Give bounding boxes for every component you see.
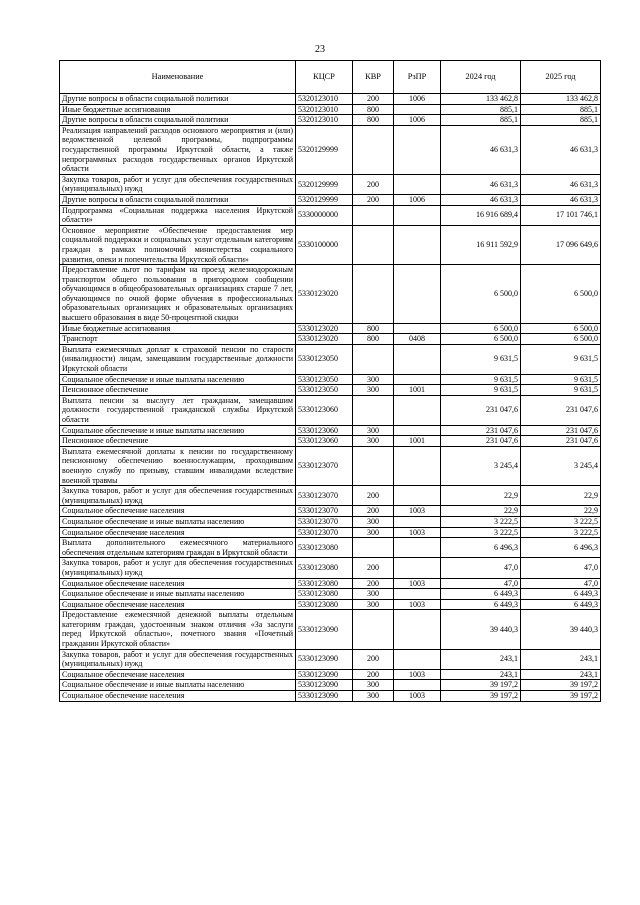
- table-header: [60, 61, 601, 94]
- cell-kvr: 300: [353, 374, 394, 385]
- table-row: [60, 589, 601, 600]
- cell-kvr: 300: [353, 425, 394, 436]
- cell-2025: 9 631,5: [521, 374, 601, 385]
- cell-kvr: 800: [353, 334, 394, 345]
- cell-rzpr: [394, 516, 441, 527]
- cell-2025: 231 047,6: [521, 395, 601, 425]
- cell-kvr: 200: [353, 486, 394, 506]
- cell-2025: 46 631,3: [521, 125, 601, 174]
- cell-kcsr: 5330123060: [296, 425, 353, 436]
- cell-2024: 3 222,5: [441, 527, 521, 538]
- cell-name: Иные бюджетные ассигнования: [60, 323, 296, 334]
- cell-rzpr: [394, 395, 441, 425]
- cell-name: Предоставление ежемесячной денежной выплаты отдельным категориям граждан, удостоенным знаком отличия «За заслуги перед Иркутской областью», почетного звания «Почетный гражданин Иркутской области»: [60, 610, 296, 649]
- cell-kcsr: 5330123050: [296, 374, 353, 385]
- table-row: [60, 194, 601, 205]
- cell-2025: 47,0: [521, 578, 601, 589]
- table-row: [60, 374, 601, 385]
- cell-name: Социальное обеспечение населения: [60, 578, 296, 589]
- cell-rzpr: [394, 104, 441, 115]
- cell-2025: 17 096 649,6: [521, 225, 601, 264]
- cell-kcsr: 5330123060: [296, 436, 353, 447]
- cell-kcsr: 5320123010: [296, 115, 353, 126]
- cell-kcsr: 5330123020: [296, 323, 353, 334]
- cell-kcsr: 5330123070: [296, 506, 353, 517]
- cell-name: Закупка товаров, работ и услуг для обеспечения государственных (муниципальных) нужд: [60, 174, 296, 194]
- cell-rzpr: [394, 610, 441, 649]
- cell-name: Выплата ежемесячных доплат к страховой пенсии по старости (инвалидности) лицам, замещавшим государственные должности Иркутской области: [60, 344, 296, 374]
- table-row: [60, 344, 601, 374]
- cell-rzpr: [394, 125, 441, 174]
- cell-2024: 6 449,3: [441, 599, 521, 610]
- cell-kvr: 300: [353, 599, 394, 610]
- cell-rzpr: 1006: [394, 94, 441, 105]
- cell-name: Основное мероприятие «Обеспечение предоставления мер социальной поддержки и социальных услуг отдельным категориям граждан в рамках полномочий министерства социального развития, опеки и попечительства Иркутской области»: [60, 225, 296, 264]
- cell-name: Транспорт: [60, 334, 296, 345]
- cell-kcsr: 5320123010: [296, 94, 353, 105]
- cell-kvr: 300: [353, 516, 394, 527]
- cell-kcsr: 5330123070: [296, 516, 353, 527]
- cell-kcsr: 5330123090: [296, 610, 353, 649]
- cell-2025: 6 496,3: [521, 538, 601, 558]
- cell-2025: 47,0: [521, 558, 601, 578]
- cell-2025: 3 222,5: [521, 516, 601, 527]
- cell-kvr: 200: [353, 194, 394, 205]
- table-row: [60, 506, 601, 517]
- table-row: [60, 205, 601, 225]
- cell-kcsr: 5330123080: [296, 589, 353, 600]
- cell-2025: 885,1: [521, 115, 601, 126]
- cell-2025: 17 101 746,1: [521, 205, 601, 225]
- cell-kcsr: 5330123080: [296, 558, 353, 578]
- table-row: [60, 649, 601, 669]
- cell-kcsr: 5330123090: [296, 649, 353, 669]
- cell-kvr: [353, 344, 394, 374]
- table-row: [60, 691, 601, 702]
- cell-rzpr: [394, 205, 441, 225]
- budget-table: [59, 60, 601, 702]
- cell-2025: 9 631,5: [521, 385, 601, 396]
- cell-kvr: [353, 446, 394, 485]
- table-row: [60, 527, 601, 538]
- cell-kcsr: 5320129999: [296, 125, 353, 174]
- table-row: [60, 446, 601, 485]
- cell-2025: 6 449,3: [521, 599, 601, 610]
- cell-rzpr: [394, 558, 441, 578]
- table-row: [60, 436, 601, 447]
- cell-2025: 243,1: [521, 649, 601, 669]
- cell-2025: 6 500,0: [521, 323, 601, 334]
- table-row: [60, 610, 601, 649]
- cell-2024: 16 916 689,4: [441, 205, 521, 225]
- cell-rzpr: 1003: [394, 506, 441, 517]
- table-row: [60, 334, 601, 345]
- cell-rzpr: 1003: [394, 599, 441, 610]
- cell-kcsr: 5330123070: [296, 527, 353, 538]
- cell-2025: 39 197,2: [521, 691, 601, 702]
- cell-kcsr: 5330123060: [296, 395, 353, 425]
- cell-kvr: 300: [353, 436, 394, 447]
- cell-name: Социальное обеспечение и иные выплаты населению: [60, 589, 296, 600]
- cell-name: Пенсионное обеспечение: [60, 385, 296, 396]
- cell-kvr: [353, 395, 394, 425]
- cell-rzpr: [394, 446, 441, 485]
- cell-name: Социальное обеспечение населения: [60, 599, 296, 610]
- cell-kcsr: 5330123090: [296, 680, 353, 691]
- cell-2024: 47,0: [441, 558, 521, 578]
- cell-2024: 3 222,5: [441, 516, 521, 527]
- cell-2025: 231 047,6: [521, 425, 601, 436]
- cell-kcsr: 5330123020: [296, 265, 353, 324]
- cell-rzpr: [394, 649, 441, 669]
- cell-2025: 46 631,3: [521, 194, 601, 205]
- cell-rzpr: [394, 344, 441, 374]
- cell-rzpr: [394, 174, 441, 194]
- cell-kcsr: 5330123050: [296, 344, 353, 374]
- cell-kcsr: 5320129999: [296, 174, 353, 194]
- cell-2024: 243,1: [441, 649, 521, 669]
- cell-2025: 3 245,4: [521, 446, 601, 485]
- cell-2024: 22,9: [441, 486, 521, 506]
- cell-kvr: [353, 265, 394, 324]
- cell-name: Социальное обеспечение населения: [60, 669, 296, 680]
- cell-rzpr: 1003: [394, 669, 441, 680]
- cell-kcsr: 5330100000: [296, 225, 353, 264]
- cell-rzpr: [394, 425, 441, 436]
- cell-name: Другие вопросы в области социальной политики: [60, 194, 296, 205]
- column-header-kcsr: КЦСР: [296, 61, 353, 94]
- cell-kvr: [353, 610, 394, 649]
- table-row: [60, 669, 601, 680]
- table-row: [60, 265, 601, 324]
- cell-rzpr: 1006: [394, 115, 441, 126]
- cell-rzpr: 0408: [394, 334, 441, 345]
- page-number: 23: [315, 44, 325, 55]
- cell-name: Подпрограмма «Социальная поддержка населения Иркутской области»: [60, 205, 296, 225]
- cell-kvr: 800: [353, 104, 394, 115]
- table-row: [60, 323, 601, 334]
- cell-kcsr: 5330000000: [296, 205, 353, 225]
- cell-name: Реализация направлений расходов основного мероприятия и (или) ведомственной целевой программы, подпрограммы государственной программы Иркутской области, а также непрограммных расходов государственных органов Иркутской области: [60, 125, 296, 174]
- cell-2025: 22,9: [521, 506, 601, 517]
- cell-name: Закупка товаров, работ и услуг для обеспечения государственных (муниципальных) нужд: [60, 486, 296, 506]
- cell-name: Выплата ежемесячной доплаты к пенсии по государственному пенсионному обеспечению военнослужащим, проходившим военную службу по призыву, ставшим инвалидами вследствие военной травмы: [60, 446, 296, 485]
- cell-name: Закупка товаров, работ и услуг для обеспечения государственных (муниципальных) нужд: [60, 649, 296, 669]
- cell-2025: 133 462,8: [521, 94, 601, 105]
- cell-2025: 6 500,0: [521, 265, 601, 324]
- cell-2024: 6 449,3: [441, 589, 521, 600]
- cell-name: Предоставление льгот по тарифам на проезд железнодорожным транспортом общего пользования в пригородном сообщении обучающимся в общеобразовательных организациях старше 7 лет, обучающимся по очной форме обучения в профессиональных образовательных организациях и образовательных организациях высшего образования в виде 50-процентной скидки: [60, 265, 296, 324]
- column-header-kvr: КВР: [353, 61, 394, 94]
- column-header-name: Наименование: [60, 61, 296, 94]
- cell-2024: 9 631,5: [441, 374, 521, 385]
- column-header-2025: 2025 год: [521, 61, 601, 94]
- cell-rzpr: [394, 225, 441, 264]
- cell-name: Выплата пенсии за выслугу лет гражданам, замещавшим должности государственной гражданской службы Иркутской области: [60, 395, 296, 425]
- cell-rzpr: [394, 486, 441, 506]
- cell-name: Социальное обеспечение населения: [60, 527, 296, 538]
- cell-2024: 6 500,0: [441, 265, 521, 324]
- table-row: [60, 125, 601, 174]
- cell-kcsr: 5330123080: [296, 578, 353, 589]
- cell-2025: 6 500,0: [521, 334, 601, 345]
- table-row: [60, 486, 601, 506]
- cell-2024: 46 631,3: [441, 125, 521, 174]
- cell-2025: 39 197,2: [521, 680, 601, 691]
- cell-rzpr: 1006: [394, 194, 441, 205]
- cell-kcsr: 5330123080: [296, 538, 353, 558]
- cell-rzpr: [394, 323, 441, 334]
- cell-name: Социальное обеспечение и иные выплаты населению: [60, 680, 296, 691]
- cell-2024: 46 631,3: [441, 174, 521, 194]
- cell-2025: 39 440,3: [521, 610, 601, 649]
- cell-rzpr: 1003: [394, 691, 441, 702]
- cell-kcsr: 5330123080: [296, 599, 353, 610]
- cell-2024: 885,1: [441, 115, 521, 126]
- table-row: [60, 174, 601, 194]
- cell-rzpr: 1001: [394, 385, 441, 396]
- cell-kvr: 800: [353, 115, 394, 126]
- table-row: [60, 225, 601, 264]
- cell-name: Другие вопросы в области социальной политики: [60, 94, 296, 105]
- cell-name: Социальное обеспечение и иные выплаты населению: [60, 374, 296, 385]
- table-row: [60, 578, 601, 589]
- cell-2024: 9 631,5: [441, 344, 521, 374]
- cell-2024: 9 631,5: [441, 385, 521, 396]
- cell-kvr: 300: [353, 680, 394, 691]
- cell-kvr: 300: [353, 691, 394, 702]
- table-row: [60, 516, 601, 527]
- cell-kcsr: 5330123070: [296, 486, 353, 506]
- cell-name: Иные бюджетные ассигнования: [60, 104, 296, 115]
- cell-2024: 3 245,4: [441, 446, 521, 485]
- cell-name: Пенсионное обеспечение: [60, 436, 296, 447]
- cell-2024: 46 631,3: [441, 194, 521, 205]
- cell-2024: 39 197,2: [441, 691, 521, 702]
- cell-name: Социальное обеспечение и иные выплаты населению: [60, 516, 296, 527]
- table-row: [60, 385, 601, 396]
- cell-2025: 885,1: [521, 104, 601, 115]
- cell-2025: 243,1: [521, 669, 601, 680]
- cell-2024: 231 047,6: [441, 425, 521, 436]
- cell-kcsr: 5330123090: [296, 691, 353, 702]
- cell-rzpr: 1001: [394, 436, 441, 447]
- cell-2025: 3 222,5: [521, 527, 601, 538]
- table-row: [60, 104, 601, 115]
- cell-kvr: 200: [353, 578, 394, 589]
- table-row: [60, 94, 601, 105]
- table-row: [60, 395, 601, 425]
- column-header-2024: 2024 год: [441, 61, 521, 94]
- cell-kcsr: 5330123070: [296, 446, 353, 485]
- cell-2024: 6 496,3: [441, 538, 521, 558]
- cell-kcsr: 5330123090: [296, 669, 353, 680]
- cell-kvr: 300: [353, 527, 394, 538]
- cell-rzpr: 1003: [394, 578, 441, 589]
- cell-2024: 6 500,0: [441, 323, 521, 334]
- cell-rzpr: [394, 374, 441, 385]
- table-body: [60, 94, 601, 702]
- cell-rzpr: 1003: [394, 527, 441, 538]
- cell-kvr: 300: [353, 385, 394, 396]
- table-row: [60, 680, 601, 691]
- cell-2024: 243,1: [441, 669, 521, 680]
- cell-2024: 885,1: [441, 104, 521, 115]
- cell-rzpr: [394, 538, 441, 558]
- cell-2025: 9 631,5: [521, 344, 601, 374]
- cell-2025: 46 631,3: [521, 174, 601, 194]
- cell-rzpr: [394, 589, 441, 600]
- cell-2024: 6 500,0: [441, 334, 521, 345]
- cell-kvr: 200: [353, 649, 394, 669]
- cell-name: Другие вопросы в области социальной политики: [60, 115, 296, 126]
- cell-name: Закупка товаров, работ и услуг для обеспечения государственных (муниципальных) нужд: [60, 558, 296, 578]
- cell-name: Социальное обеспечение населения: [60, 506, 296, 517]
- table-row: [60, 599, 601, 610]
- cell-2024: 231 047,6: [441, 395, 521, 425]
- cell-kvr: 200: [353, 558, 394, 578]
- cell-name: Социальное обеспечение и иные выплаты населению: [60, 425, 296, 436]
- cell-2025: 231 047,6: [521, 436, 601, 447]
- cell-2024: 133 462,8: [441, 94, 521, 105]
- cell-kvr: [353, 225, 394, 264]
- cell-rzpr: [394, 265, 441, 324]
- cell-kvr: 800: [353, 323, 394, 334]
- cell-kcsr: 5330123050: [296, 385, 353, 396]
- table-row: [60, 425, 601, 436]
- table-row: [60, 115, 601, 126]
- cell-name: Выплата дополнительного ежемесячного материального обеспечения отдельным категориям граждан в Иркутской области: [60, 538, 296, 558]
- cell-2024: 39 197,2: [441, 680, 521, 691]
- table-row: [60, 558, 601, 578]
- cell-kvr: [353, 125, 394, 174]
- table-row: [60, 538, 601, 558]
- cell-kcsr: 5320123010: [296, 104, 353, 115]
- cell-kcsr: 5320129999: [296, 194, 353, 205]
- column-header-rzpr: РзПР: [394, 61, 441, 94]
- header-row: [60, 61, 601, 94]
- cell-2024: 231 047,6: [441, 436, 521, 447]
- cell-2024: 39 440,3: [441, 610, 521, 649]
- cell-kvr: 300: [353, 589, 394, 600]
- cell-2024: 16 911 592,9: [441, 225, 521, 264]
- cell-kvr: [353, 538, 394, 558]
- cell-name: Социальное обеспечение населения: [60, 691, 296, 702]
- cell-kvr: 200: [353, 669, 394, 680]
- cell-2025: 22,9: [521, 486, 601, 506]
- cell-kcsr: 5330123020: [296, 334, 353, 345]
- cell-kvr: 200: [353, 506, 394, 517]
- cell-2025: 6 449,3: [521, 589, 601, 600]
- cell-kvr: 200: [353, 94, 394, 105]
- cell-2024: 47,0: [441, 578, 521, 589]
- cell-rzpr: [394, 680, 441, 691]
- cell-kvr: 200: [353, 174, 394, 194]
- cell-kvr: [353, 205, 394, 225]
- cell-2024: 22,9: [441, 506, 521, 517]
